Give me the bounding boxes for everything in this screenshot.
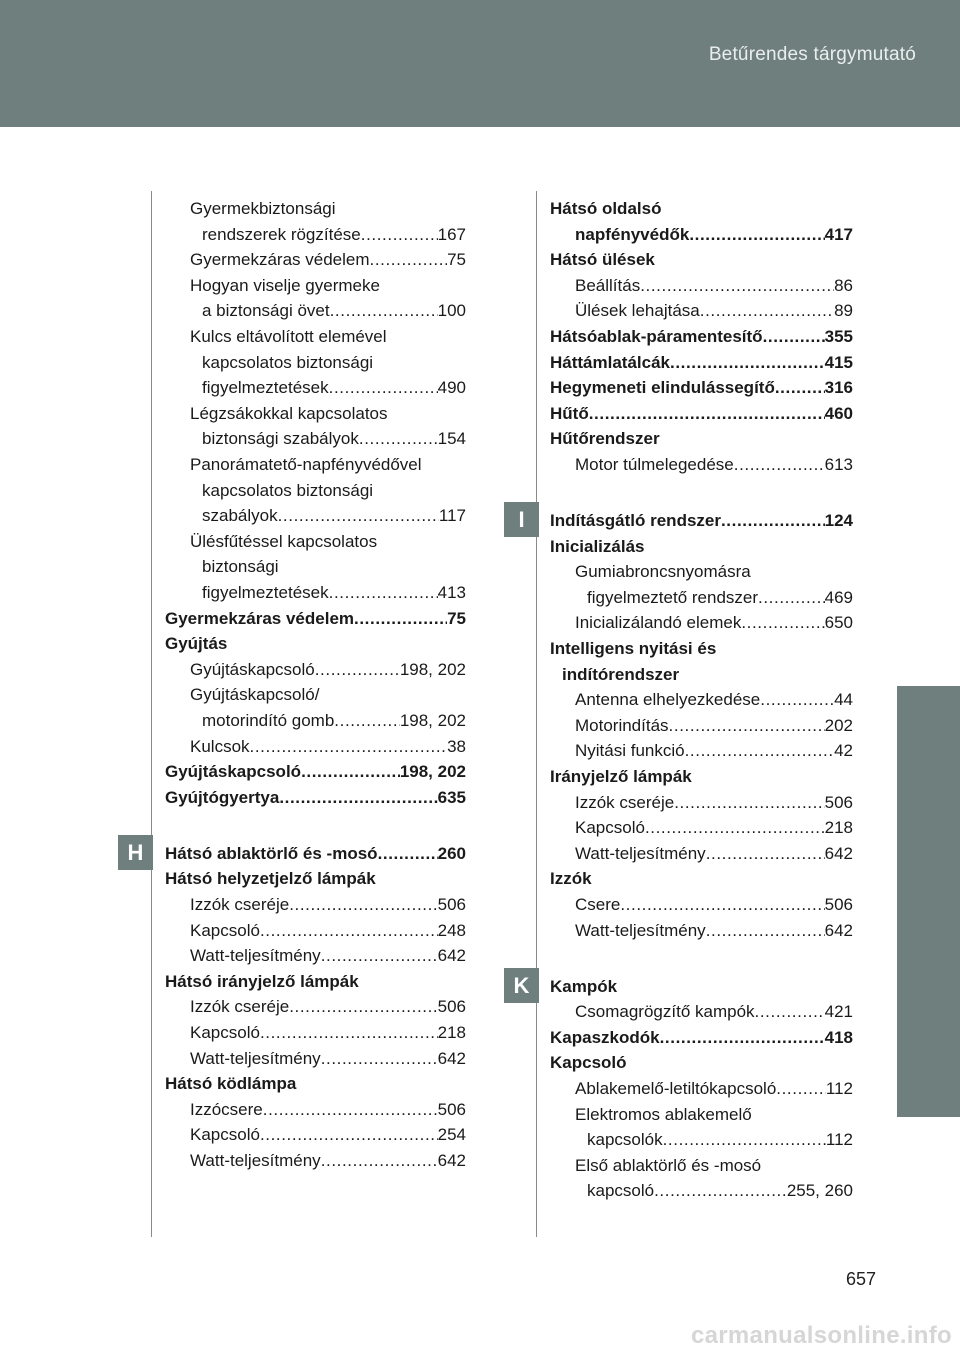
dot-leader [689,222,824,248]
index-entry-text: Hegymeneti elindulássegítő [550,378,775,398]
index-entry [550,815,853,841]
index-entry [550,1076,853,1102]
dot-leader [685,738,834,764]
index-entry-text: Watt-teljesítmény [190,946,321,966]
index-entry [550,324,853,350]
index-entry [165,892,466,918]
index-entry [165,969,466,995]
index-entry-page: 167 [437,224,466,244]
dot-leader [741,610,824,636]
index-entry-text: Gyújtáskapcsoló/ [190,685,320,705]
index-entry-text: rendszerek rögzítése [202,224,361,244]
dot-leader [654,1178,787,1204]
dot-leader [640,273,834,299]
index-entry [165,401,466,427]
index-entry [165,1046,466,1072]
index-entry [550,1025,853,1051]
index-entry-text: Watt-teljesítmény [190,1048,321,1068]
index-entry-text: Beállítás [575,275,641,295]
index-entry [165,247,466,273]
dot-leader [289,994,437,1020]
index-entry-page: 355 [824,327,853,346]
index-entry-text: Izzók cseréje [575,792,675,812]
index-entry [550,687,853,713]
index-entry-text: Inicializálandó elemek [575,613,742,633]
dot-leader [734,452,825,478]
dot-leader [670,350,825,376]
index-entry [165,785,466,811]
index-entry-text: Ülések lehajtása [575,301,700,321]
index-entry-page: 89 [834,301,853,321]
index-entry-text: Hátsó oldalsó [550,199,662,218]
index-entry-text: Háttámlatálcák [550,352,671,372]
index-entry-page: 75 [447,608,466,628]
dot-leader [334,708,400,734]
index-entry-page: 413 [437,583,466,602]
index-entry [165,631,466,657]
index-entry-page: 86 [834,275,853,295]
index-entry-page: 415 [824,352,853,372]
index-entry [165,708,466,734]
index-entry-page: 198, 202 [399,711,466,730]
index-entry-page: 202 [824,715,853,735]
index-entry-text: Irányjelző lámpák [550,767,692,786]
index-entry [165,478,466,504]
dot-leader [260,1020,438,1046]
index-entry-text: Kapcsoló [190,1023,260,1042]
dot-leader [354,606,447,632]
index-entry [165,943,466,969]
index-entry [550,350,853,376]
index-entry [550,1102,853,1128]
index-entry [165,324,466,350]
index-entry [550,534,853,560]
index-entry [165,375,466,401]
index-entry [165,1122,466,1148]
index-entry [550,559,853,585]
index-entry-page: 260 [437,843,466,863]
index-entry-text: Hátsó helyzetjelző lámpák [165,869,376,889]
dot-leader [669,713,825,739]
dot-leader [378,841,438,867]
index-entry [165,273,466,299]
index-entry [165,759,466,785]
index-entry-text: Panorámatető-napfényvédővel [190,455,422,474]
dot-leader [760,687,834,713]
dot-leader [755,999,825,1025]
index-entry-text: a biztonsági övet [202,301,330,321]
index-entry [165,918,466,944]
index-entry [165,657,466,683]
index-entry [165,1097,466,1123]
index-entry-text: Intelligens nyitási és [550,639,717,658]
index-entry [165,682,466,708]
index-entry-page: 490 [437,378,466,398]
index-entry-page: 635 [437,787,466,807]
index-entry-page: 254 [437,1125,466,1145]
dot-leader [775,375,825,401]
index-entry [550,426,853,452]
dot-leader [359,426,438,452]
index-entry-page: 100 [437,301,466,321]
side-thumb-tab [897,686,960,1117]
dot-leader [361,222,438,248]
index-entry-text: Hátsó irányjelző lámpák [165,971,359,991]
index-entry-page: 460 [824,403,853,423]
index-entry-text: Csomagrögzítő kampók [575,1002,755,1022]
index-entry [165,734,466,760]
index-entry [550,636,853,662]
index-entry-text: Kapcsoló [575,818,645,838]
index-entry-text: Kapcsoló [190,1125,260,1145]
index-entry-text: figyelmeztető rendszer [587,587,759,607]
index-entry [165,350,466,376]
index-entry-text: Izzók cseréje [190,997,290,1017]
index-entry-text: Hátsó ködlámpa [165,1074,297,1094]
index-entry-text: Csere [575,895,621,914]
index-entry-page: 218 [437,1023,466,1042]
watermark-text: carmanualsonline.info [690,1322,952,1349]
index-entry-text: Hogyan viselje gyermeke [190,275,380,295]
index-entry-text: motorindító gomb [202,711,335,730]
index-entry-page: 642 [824,843,853,863]
index-column-right [550,196,853,1204]
index-entry [550,247,853,273]
index-entry [550,452,853,478]
index-entry-text: Indításgátló rendszer [550,511,721,530]
watermark [595,1318,960,1352]
index-entry-text: Elektromos ablakemelő [575,1104,752,1124]
dot-leader [620,892,824,918]
index-entry-text: kapcsolatos biztonsági [202,480,374,500]
index-entry-text: biztonsági szabályok [202,429,359,449]
index-entry-text: Hűtőrendszer [550,429,660,449]
index-entry-text: figyelmeztetések [202,378,329,398]
index-entry-text: Gyermekbiztonsági [190,199,336,218]
dot-leader [329,580,438,606]
index-entry [550,841,853,867]
index-entry-page: 38 [447,736,466,756]
index-entry-text: Ablakemelő-letiltókapcsoló [575,1079,777,1098]
index-entry [550,222,853,248]
dot-leader [330,298,438,324]
index-entry [550,662,853,688]
index-entry [165,866,466,892]
index-entry [550,375,853,401]
index-entry-page: 42 [834,741,853,761]
index-entry [550,508,853,534]
section-letter-k: K [504,968,539,1003]
index-entry-text: biztonsági [202,557,279,577]
index-entry [550,764,853,790]
index-entry-page: 421 [824,1002,853,1022]
dot-leader [758,585,825,611]
index-entry-text: Ülésfűtéssel kapcsolatos [190,531,378,551]
index-entry [550,1178,853,1204]
index-entry [550,1050,853,1076]
header-band [0,0,960,127]
index-entry-text: Gyújtáskapcsoló [190,659,315,679]
dot-leader [663,1127,826,1153]
index-entry [550,974,853,1000]
dot-leader [700,298,834,324]
index-entry [550,918,853,944]
index-entry [165,606,466,632]
index-entry-page: 198, 202 [399,659,466,679]
index-entry-text: Izzók [550,869,592,889]
index-entry-text: Antenna elhelyezkedése [575,690,761,710]
index-entry-text: Kampók [550,976,618,996]
column-divider-left [151,191,152,1237]
index-entry [550,790,853,816]
dot-leader [289,892,437,918]
index-entry [165,529,466,555]
index-entry [165,841,466,867]
index-entry-text: indítórendszer [562,664,680,684]
dot-leader [315,657,400,683]
index-entry-text: Motorindítás [575,715,669,735]
dot-leader [260,1122,438,1148]
dot-leader [301,759,400,785]
index-entry [550,713,853,739]
index-entry [165,580,466,606]
dot-leader [674,790,824,816]
index-entry-text: Watt-teljesítmény [575,920,706,940]
index-entry [550,585,853,611]
dot-leader [260,918,438,944]
index-entry-text: kapcsolók [587,1130,663,1150]
index-entry-text: Izzócsere [190,1099,263,1119]
index-entry [550,892,853,918]
index-entry-text: Hűtő [550,403,589,423]
index-entry [165,554,466,580]
index-entry-text: Gyújtógyertya [165,787,280,807]
index-entry-page: 124 [824,511,853,530]
index-entry [550,273,853,299]
index-entry [165,1071,466,1097]
dot-leader [329,375,438,401]
index-entry-text: Watt-teljesítmény [575,843,706,863]
index-entry [550,298,853,324]
dot-leader [645,815,825,841]
index-entry-page: 642 [437,1048,466,1068]
index-entry-text: Légzsákokkal kapcsolatos [190,403,388,423]
dot-leader [706,841,825,867]
index-entry-text: Gyújtáskapcsoló [165,762,302,782]
index-entry-text: Hátsó ablaktörlő és -mosó [165,843,378,863]
index-entry-page: 316 [824,378,853,398]
index-entry-text: Hátsóablak-páramentesítő [550,327,763,346]
index-entry-text: Gyújtás [165,634,228,654]
index-entry-text: Izzók cseréje [190,895,290,914]
index-entry-text: figyelmeztetések [202,583,329,602]
index-entry [165,1020,466,1046]
index-entry [165,994,466,1020]
dot-leader [776,1076,826,1102]
index-entry-text: kapcsoló [587,1181,655,1201]
index-entry-text: Kulcsok [190,736,250,756]
index-entry-page: 469 [824,587,853,607]
index-entry-page: 75 [447,250,466,270]
index-entry-text: Gumiabroncsnyomásra [575,562,751,582]
dot-leader [250,734,448,760]
index-entry-page: 417 [824,224,853,244]
dot-leader [279,785,437,811]
index-entry-text: Gyermekzáras védelem [165,608,355,628]
index-entry-text: Nyitási funkció [575,741,685,761]
index-entry [165,196,466,222]
index-entry-page: 613 [824,455,853,474]
index-entry-text: Gyermekzáras védelem [190,250,370,270]
index-entry [550,196,853,222]
index-entry-page: 112 [825,1079,853,1098]
index-entry-text: Hátsó ülések [550,250,655,270]
page-number: 657 [846,1269,877,1289]
section-letter-i: I [504,502,539,537]
index-entry-page: 506 [437,895,466,914]
index-entry [165,1148,466,1174]
index-entry-text: Motor túlmelegedése [575,455,734,474]
index-entry-page: 418 [824,1027,853,1047]
dot-leader [370,247,448,273]
index-entry-page: 112 [825,1130,853,1150]
index-entry-page: 506 [437,1099,466,1119]
header-title: Betűrendes tárgymutató [708,44,916,65]
index-entry-page: 506 [824,895,853,914]
column-divider-right [536,191,537,1237]
index-entry [165,503,466,529]
index-entry-text: napfényvédők [575,224,690,244]
index-entry-page: 642 [437,946,466,966]
index-entry-text: Kulcs eltávolított elemével [190,327,387,346]
index-entry [165,298,466,324]
index-entry-page: 198, 202 [399,762,466,782]
index-entry [550,1153,853,1179]
index-entry [165,452,466,478]
index-column-left [165,196,466,1174]
dot-leader [321,1148,438,1174]
index-entry-text: kapcsolatos biztonsági [202,352,374,372]
index-entry-page: 642 [824,920,853,940]
index-entry-page: 506 [824,792,853,812]
index-entry [550,1127,853,1153]
index-entry-text: Kapcsoló [190,920,260,940]
index-entry-text: Watt-teljesítmény [190,1151,321,1170]
index-entry [550,401,853,427]
index-entry-text: Kapaszkodók [550,1027,660,1047]
dot-leader [721,508,825,534]
index-entry-text: Kapcsoló [550,1053,627,1073]
index-entry [550,866,853,892]
index-entry [550,610,853,636]
index-entry [550,738,853,764]
dot-leader [278,503,439,529]
dot-leader [321,943,438,969]
index-entry-text: Inicializálás [550,536,645,556]
index-entry-page: 650 [824,613,853,633]
index-entry [165,426,466,452]
index-entry-page: 44 [834,690,853,710]
dot-leader [763,324,825,350]
index-entry-page: 255, 260 [786,1181,853,1201]
index-entry-text: Első ablaktörlő és -mosó [575,1155,762,1175]
dot-leader [263,1097,438,1123]
index-entry-page: 117 [438,506,466,526]
dot-leader [706,918,825,944]
dot-leader [589,401,825,427]
dot-leader [321,1046,438,1072]
index-entry-page: 642 [437,1151,466,1170]
index-entry-page: 506 [437,997,466,1017]
index-entry-text: szabályok [202,506,278,526]
index-entry [165,222,466,248]
index-entry [550,999,853,1025]
section-letter-h: H [118,835,153,870]
index-entry-page: 218 [824,818,853,838]
index-entry-page: 248 [437,920,466,940]
index-entry-page: 154 [437,429,466,449]
dot-leader [660,1025,825,1051]
